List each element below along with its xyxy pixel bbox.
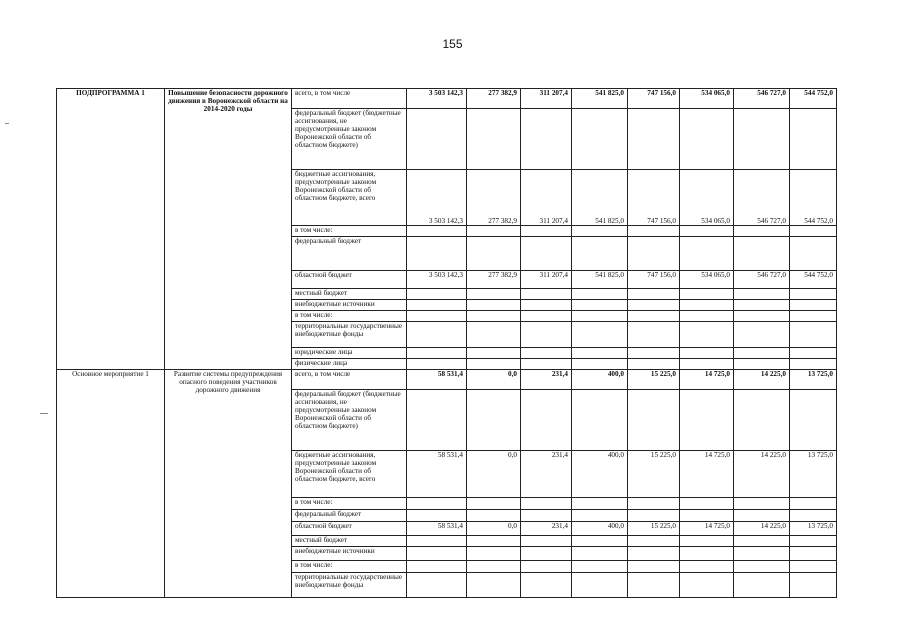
year-amount-cell <box>734 547 790 561</box>
year-amount-cell: 277 382,9 <box>467 271 521 289</box>
year-amount-cell <box>521 311 572 322</box>
year-amount-cell <box>572 237 628 271</box>
year-amount-cell <box>467 289 521 300</box>
year-amount-cell: 311 207,4 <box>521 170 572 226</box>
year-amount-cell <box>572 359 628 370</box>
funding-source-cell: федеральный бюджет <box>292 237 407 271</box>
year-amount-cell <box>734 289 790 300</box>
funding-source-cell: федеральный бюджет <box>292 510 407 522</box>
year-amount-cell: 14 725,0 <box>680 451 734 498</box>
year-amount-cell: 13 725,0 <box>790 522 837 536</box>
funding-source-cell: в том числе: <box>292 498 407 510</box>
year-amount-cell <box>734 573 790 598</box>
year-amount-cell <box>467 300 521 311</box>
year-amount-cell: 0,0 <box>467 451 521 498</box>
year-amount-cell: 13 725,0 <box>790 370 837 390</box>
year-amount-cell <box>734 226 790 237</box>
year-amount-cell: 311 207,4 <box>521 271 572 289</box>
year-amount-cell <box>790 348 837 359</box>
year-amount-cell <box>628 289 680 300</box>
year-amount-cell: 747 156,0 <box>628 271 680 289</box>
year-amount-cell <box>680 322 734 348</box>
year-amount-cell <box>734 510 790 522</box>
year-amount-cell <box>734 359 790 370</box>
year-amount-cell <box>467 109 521 170</box>
year-amount-cell <box>628 510 680 522</box>
funding-source-cell: местный бюджет <box>292 289 407 300</box>
year-amount-cell <box>734 390 790 451</box>
program-name-cell: Основное мероприятие 1 <box>57 370 165 598</box>
year-amount-cell <box>790 573 837 598</box>
year-amount-cell <box>572 390 628 451</box>
total-amount-cell <box>407 348 467 359</box>
year-amount-cell <box>572 226 628 237</box>
funding-source-cell: физические лица <box>292 359 407 370</box>
year-amount-cell <box>790 300 837 311</box>
year-amount-cell <box>628 300 680 311</box>
year-amount-cell <box>521 390 572 451</box>
budget-table <box>56 88 837 598</box>
year-amount-cell <box>734 498 790 510</box>
total-amount-cell <box>407 109 467 170</box>
total-amount-cell: 58 531,4 <box>407 522 467 536</box>
year-amount-cell <box>521 359 572 370</box>
funding-source-cell: внебюджетные источники <box>292 547 407 561</box>
year-amount-cell <box>521 348 572 359</box>
year-amount-cell <box>734 237 790 271</box>
year-amount-cell: 15 225,0 <box>628 522 680 536</box>
year-amount-cell <box>734 536 790 547</box>
program-name-cell: ПОДПРОГРАММА 1 <box>57 89 165 370</box>
year-amount-cell <box>628 498 680 510</box>
year-amount-cell: 541 825,0 <box>572 170 628 226</box>
year-amount-cell <box>521 561 572 573</box>
year-amount-cell <box>521 289 572 300</box>
year-amount-cell: 534 065,0 <box>680 170 734 226</box>
year-amount-cell <box>628 561 680 573</box>
year-amount-cell <box>734 348 790 359</box>
year-amount-cell: 311 207,4 <box>521 89 572 109</box>
total-amount-cell: 58 531,4 <box>407 370 467 390</box>
year-amount-cell <box>790 289 837 300</box>
year-amount-cell: 231,4 <box>521 370 572 390</box>
funding-source-cell: внебюджетные источники <box>292 300 407 311</box>
year-amount-cell <box>467 573 521 598</box>
year-amount-cell <box>521 109 572 170</box>
year-amount-cell <box>790 359 837 370</box>
year-amount-cell: 546 727,0 <box>734 170 790 226</box>
year-amount-cell <box>680 359 734 370</box>
year-amount-cell: 544 752,0 <box>790 170 837 226</box>
funding-source-cell: областной бюджет <box>292 271 407 289</box>
page-number: 155 <box>442 37 463 51</box>
total-amount-cell <box>407 226 467 237</box>
year-amount-cell <box>467 226 521 237</box>
year-amount-cell <box>572 322 628 348</box>
year-amount-cell: 400,0 <box>572 451 628 498</box>
year-amount-cell: 14 725,0 <box>680 522 734 536</box>
year-amount-cell: 277 382,9 <box>467 89 521 109</box>
year-amount-cell <box>521 226 572 237</box>
year-amount-cell <box>734 561 790 573</box>
year-amount-cell <box>680 109 734 170</box>
year-amount-cell <box>467 390 521 451</box>
year-amount-cell <box>572 510 628 522</box>
year-amount-cell <box>521 573 572 598</box>
year-amount-cell: 14 225,0 <box>734 370 790 390</box>
total-amount-cell <box>407 237 467 271</box>
total-amount-cell <box>407 390 467 451</box>
year-amount-cell <box>790 226 837 237</box>
year-amount-cell <box>521 510 572 522</box>
year-amount-cell <box>628 536 680 547</box>
year-amount-cell <box>572 348 628 359</box>
year-amount-cell <box>734 311 790 322</box>
year-amount-cell <box>628 348 680 359</box>
year-amount-cell <box>572 109 628 170</box>
year-amount-cell: 277 382,9 <box>467 170 521 226</box>
year-amount-cell: 546 727,0 <box>734 89 790 109</box>
year-amount-cell: 541 825,0 <box>572 271 628 289</box>
table-row <box>57 370 837 390</box>
year-amount-cell <box>680 311 734 322</box>
year-amount-cell <box>467 322 521 348</box>
total-amount-cell <box>407 300 467 311</box>
year-amount-cell <box>467 536 521 547</box>
year-amount-cell: 534 065,0 <box>680 89 734 109</box>
year-amount-cell <box>680 237 734 271</box>
year-amount-cell: 0,0 <box>467 522 521 536</box>
program-title-cell: Повышение безопасности дорожного движения в Воронежской области на 2014-2020 годы <box>165 89 292 370</box>
year-amount-cell <box>628 237 680 271</box>
year-amount-cell: 14 725,0 <box>680 370 734 390</box>
year-amount-cell <box>790 510 837 522</box>
year-amount-cell <box>467 561 521 573</box>
year-amount-cell: 400,0 <box>572 370 628 390</box>
year-amount-cell <box>790 237 837 271</box>
year-amount-cell <box>790 109 837 170</box>
year-amount-cell <box>521 237 572 271</box>
year-amount-cell: 231,4 <box>521 522 572 536</box>
year-amount-cell <box>790 561 837 573</box>
total-amount-cell <box>407 498 467 510</box>
year-amount-cell <box>572 498 628 510</box>
funding-source-cell: в том числе: <box>292 311 407 322</box>
total-amount-cell <box>407 573 467 598</box>
total-amount-cell <box>407 547 467 561</box>
year-amount-cell: 544 752,0 <box>790 271 837 289</box>
total-amount-cell: 3 503 142,3 <box>407 89 467 109</box>
year-amount-cell <box>734 109 790 170</box>
year-amount-cell <box>680 561 734 573</box>
funding-source-cell: бюджетные ассигнования, предусмотренные законом Воронежской области об областном бюджете, всего <box>292 170 407 226</box>
year-amount-cell <box>790 498 837 510</box>
year-amount-cell <box>790 322 837 348</box>
year-amount-cell <box>628 390 680 451</box>
year-amount-cell <box>628 226 680 237</box>
year-amount-cell <box>680 510 734 522</box>
year-amount-cell <box>521 300 572 311</box>
total-amount-cell <box>407 510 467 522</box>
year-amount-cell: 534 065,0 <box>680 271 734 289</box>
total-amount-cell: 3 503 142,3 <box>407 271 467 289</box>
year-amount-cell <box>734 300 790 311</box>
year-amount-cell: 0,0 <box>467 370 521 390</box>
year-amount-cell <box>521 547 572 561</box>
year-amount-cell: 747 156,0 <box>628 170 680 226</box>
program-title-cell: Развитие системы предупреждения опасного поведения участников дорожного движения <box>165 370 292 598</box>
total-amount-cell <box>407 289 467 300</box>
year-amount-cell <box>467 359 521 370</box>
year-amount-cell <box>572 289 628 300</box>
funding-source-cell: федеральный бюджет (бюджетные ассигнования, не предусмотренные законом Воронежской области об областном бюджете) <box>292 109 407 170</box>
total-amount-cell <box>407 311 467 322</box>
funding-source-cell: всего, в том числе <box>292 370 407 390</box>
funding-source-cell: юридические лица <box>292 348 407 359</box>
year-amount-cell <box>521 498 572 510</box>
year-amount-cell <box>572 311 628 322</box>
year-amount-cell: 15 225,0 <box>628 451 680 498</box>
year-amount-cell <box>467 547 521 561</box>
year-amount-cell: 14 225,0 <box>734 451 790 498</box>
year-amount-cell <box>628 322 680 348</box>
year-amount-cell <box>628 109 680 170</box>
year-amount-cell <box>680 573 734 598</box>
year-amount-cell <box>467 237 521 271</box>
year-amount-cell <box>572 573 628 598</box>
total-amount-cell: 3 503 142,3 <box>407 170 467 226</box>
funding-source-cell: территориальные государственные внебюджетные фонды <box>292 573 407 598</box>
funding-source-cell: бюджетные ассигнования, предусмотренные законом Воронежской области об областном бюджете, всего <box>292 451 407 498</box>
margin-mark <box>40 413 48 414</box>
total-amount-cell <box>407 359 467 370</box>
year-amount-cell: 546 727,0 <box>734 271 790 289</box>
year-amount-cell: 13 725,0 <box>790 451 837 498</box>
year-amount-cell <box>790 536 837 547</box>
total-amount-cell <box>407 536 467 547</box>
total-amount-cell <box>407 322 467 348</box>
funding-source-cell: всего, в том числе <box>292 89 407 109</box>
funding-source-cell: федеральный бюджет (бюджетные ассигнования, не предусмотренные законом Воронежской области об областном бюджете) <box>292 390 407 451</box>
year-amount-cell <box>628 547 680 561</box>
total-amount-cell: 58 531,4 <box>407 451 467 498</box>
year-amount-cell <box>790 547 837 561</box>
year-amount-cell <box>790 390 837 451</box>
year-amount-cell <box>572 300 628 311</box>
year-amount-cell <box>521 322 572 348</box>
year-amount-cell <box>680 348 734 359</box>
year-amount-cell <box>680 536 734 547</box>
funding-source-cell: в том числе: <box>292 226 407 237</box>
year-amount-cell <box>467 311 521 322</box>
year-amount-cell: 15 225,0 <box>628 370 680 390</box>
year-amount-cell <box>467 510 521 522</box>
year-amount-cell <box>521 536 572 547</box>
year-amount-cell: 541 825,0 <box>572 89 628 109</box>
total-amount-cell <box>407 561 467 573</box>
year-amount-cell <box>572 561 628 573</box>
year-amount-cell: 400,0 <box>572 522 628 536</box>
year-amount-cell <box>572 547 628 561</box>
year-amount-cell <box>680 390 734 451</box>
year-amount-cell <box>680 547 734 561</box>
year-amount-cell: 544 752,0 <box>790 89 837 109</box>
year-amount-cell <box>467 498 521 510</box>
year-amount-cell <box>628 311 680 322</box>
year-amount-cell <box>572 536 628 547</box>
year-amount-cell <box>680 498 734 510</box>
year-amount-cell: 14 225,0 <box>734 522 790 536</box>
year-amount-cell <box>680 300 734 311</box>
margin-mark <box>5 123 9 124</box>
funding-source-cell: в том числе: <box>292 561 407 573</box>
year-amount-cell <box>680 289 734 300</box>
year-amount-cell <box>680 226 734 237</box>
funding-source-cell: местный бюджет <box>292 536 407 547</box>
year-amount-cell: 231,4 <box>521 451 572 498</box>
year-amount-cell <box>467 348 521 359</box>
funding-source-cell: территориальные государственные внебюджетные фонды <box>292 322 407 348</box>
funding-source-cell: областной бюджет <box>292 522 407 536</box>
year-amount-cell <box>628 573 680 598</box>
year-amount-cell: 747 156,0 <box>628 89 680 109</box>
year-amount-cell <box>734 322 790 348</box>
year-amount-cell <box>628 359 680 370</box>
year-amount-cell <box>790 311 837 322</box>
table-row <box>57 89 837 109</box>
